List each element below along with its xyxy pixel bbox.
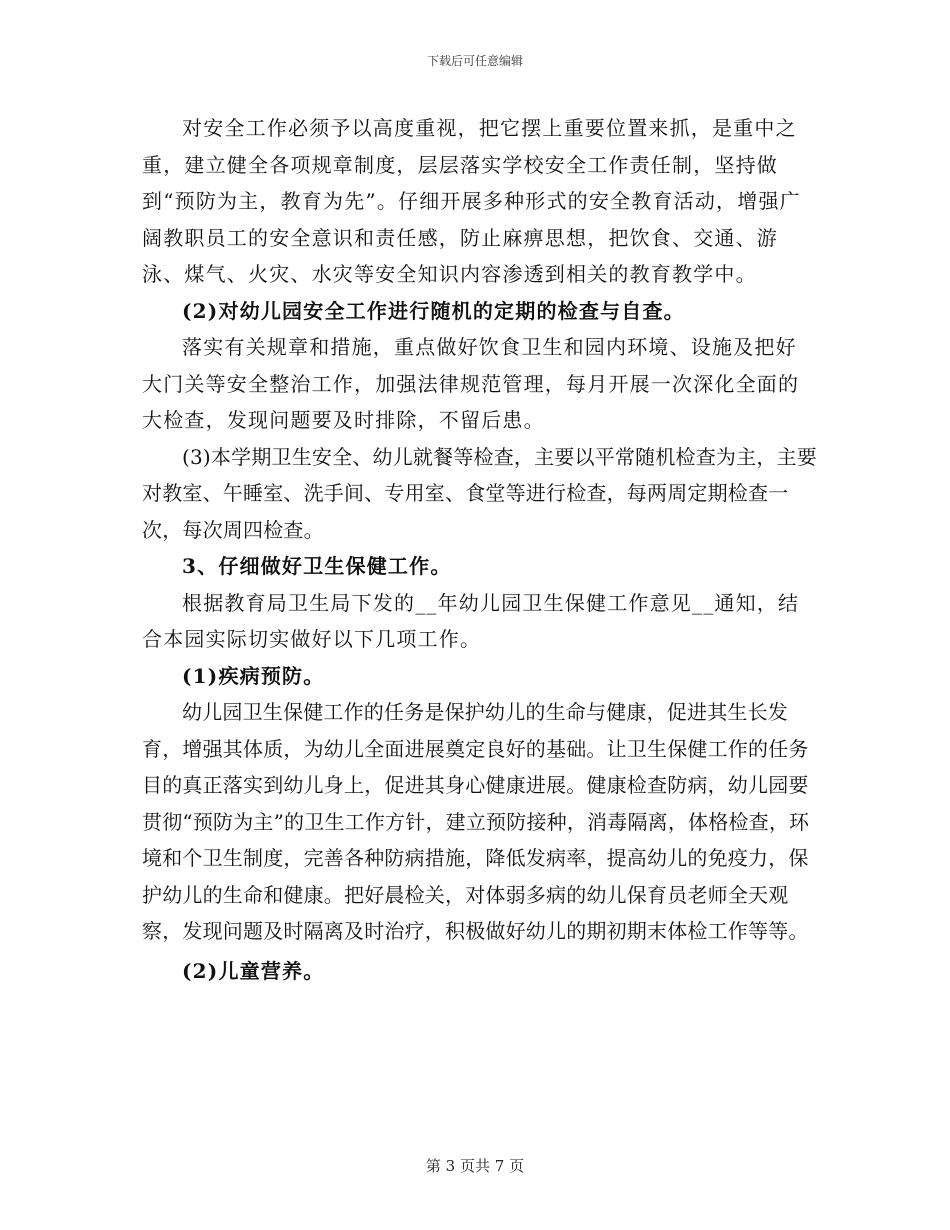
page-header: 下载后可任意编辑 [426, 54, 523, 68]
heading-disease-prevention: (1)疾病预防。 [182, 663, 325, 688]
paragraph-hygiene-checks: (3)本学期卫生安全、幼儿就餐等检查，主要以平常随机检查为主，主要对教室、午睡室、洗手间、专用室、食堂等进行检查，每两周定期检查一次，每次周四检查。 [142, 444, 817, 542]
paragraph-health-notice: 根据教育局卫生局下发的__年幼儿园卫生保健工作意见__通知，结合本园实际切实做好以下几项工作。 [142, 590, 800, 651]
paragraph-disease-prevention: 幼儿园卫生保健工作的任务是保护幼儿的生命与健康，促进其生长发育，增强其体质，为幼儿全面进展奠定良好的基础。让卫生保健工作的任务目的真正落实到幼儿身上，促进其身心健康进展。健康检查防病，幼儿园要贯彻“预防为主”的卫生工作方针，建立预防接种，消毒隔离，体格检查，环境和个卫生制度，完善各种防病措施，降低发病率，提高幼儿的免疫力，保护幼儿的生命和健康。把好晨检关，对体弱多病的幼儿保育员老师全天观察，发现问题及时隔离及时治疗，积极做好幼儿的期初期末体检工作等等。 [142, 700, 810, 943]
page-footer: 第 3 页共 7 页 [425, 1157, 525, 1175]
heading-child-nutrition: (2)儿童营养。 [182, 958, 325, 983]
paragraph-regulations: 落实有关规章和措施，重点做好饮食卫生和园内环境、设施及把好大门关等安全整治工作，加强法律规范管理，每月开展一次深化全面的大检查，发现问题要及时排除，不留后患。 [142, 335, 800, 432]
heading-safety-inspection: (2)对幼儿园安全工作进行随机的定期的检查与自查。 [182, 298, 685, 323]
paragraph-safety-emphasis: 对安全工作必须予以高度重视，把它摆上重要位置来抓，是重中之重，建立健全各项规章制度，层层落实学校安全工作责任制，坚持做到“预防为主，教育为先”。仔细开展多种形式的安全教育活动，增强广阔教职员工的安全意识和责任感，防止麻痹思想，把饮食、交通、游泳、煤气、火灾、水灾等安全知识内容渗透到相关的教育教学中。 [142, 116, 801, 286]
document-body [142, 110, 817, 989]
heading-health-care: 3、仔细做好卫生保健工作。 [182, 554, 452, 578]
